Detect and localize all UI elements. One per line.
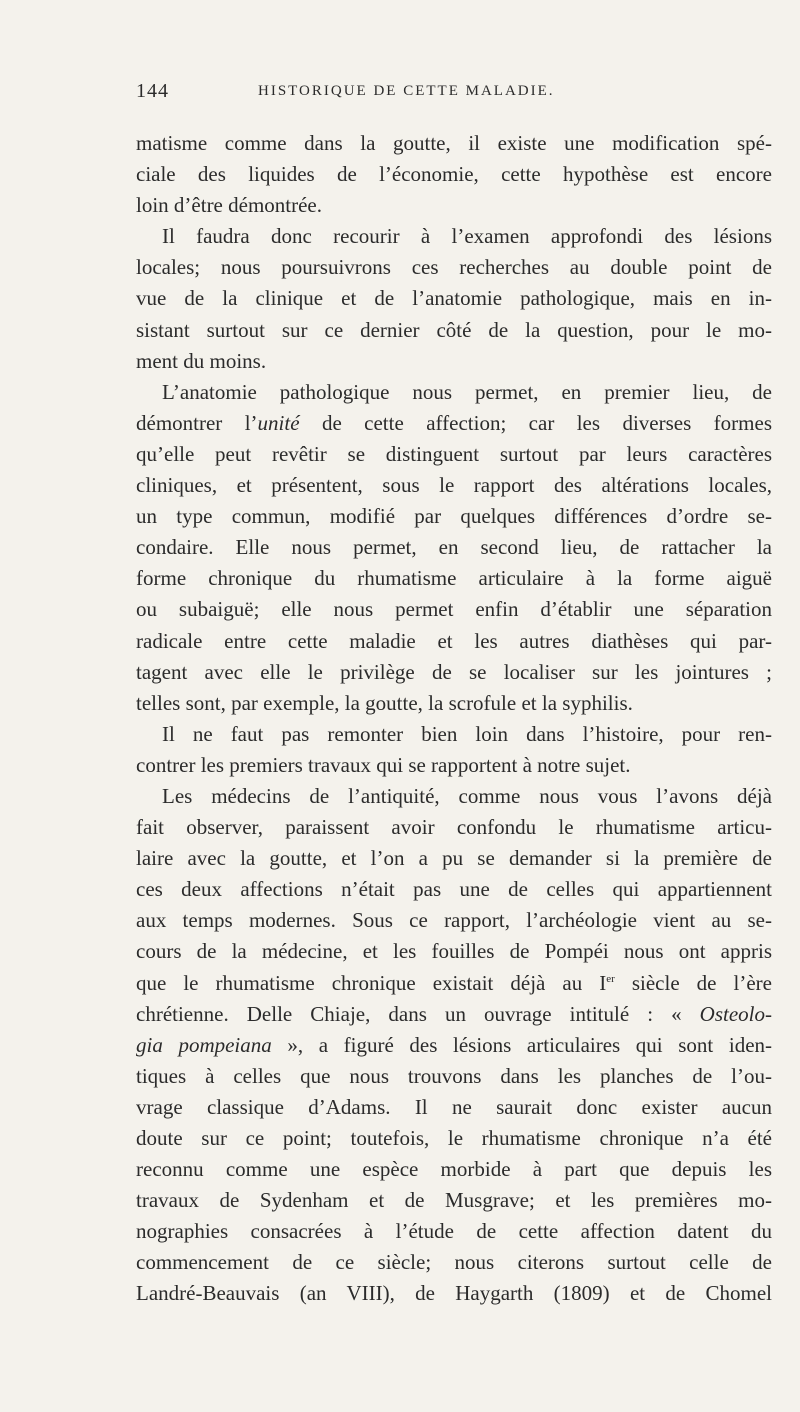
text-line [136,439,772,470]
line-text: ou subaiguë; elle nous permet enfin d’établir une séparation [136,597,772,622]
paragraph [136,128,772,221]
line-text: Les médecins de l’antiquité, comme nous vous l’avons déjà [162,783,772,808]
text-line [136,501,772,532]
text-line [136,1247,772,1278]
line-text: qu’elle peut revêtir se distinguent surtout par leurs caractères [136,441,772,466]
line-text: tiques à celles que nous trouvons dans les planches de l’ou- [136,1063,772,1088]
text-line [136,252,772,283]
line-text: ciale des liquides de l’économie, cette hypothèse est encore [136,162,772,187]
italic-text: unité [257,410,300,435]
line-text: un type commun, modifié par quelques différences d’ordre se- [136,504,772,529]
line-text: ment du moins. [136,348,267,373]
line-text: démontrer l’ [136,410,258,435]
italic-text: Osteolo- [699,1001,772,1026]
line-text: contrer les premiers travaux qui se rapportent à notre sujet. [136,752,631,777]
line-text: Il faudra donc recourir à l’examen approfondi des lésions [162,224,772,249]
text-line [136,377,772,408]
line-text: tagent avec elle le privilège de se localiser sur les jointures ; [136,659,772,684]
text-line [136,563,772,594]
line-text: vue de la clinique et de l’anatomie pathologique, mais en in- [136,286,772,311]
line-text: locales; nous poursuivrons ces recherches au double point de [136,255,772,280]
line-text: laire avec la goutte, et l’on a pu se demander si la première de [136,846,772,871]
text-line [136,532,772,563]
line-text: nographies consacrées à l’étude de cette affection datent du [136,1219,772,1244]
text-line [136,843,772,874]
line-text: sistant surtout sur ce dernier côté de la question, pour le mo- [136,317,772,342]
text-line [136,999,772,1030]
text-line [136,1061,772,1092]
text-line [136,1216,772,1247]
text-line [136,1030,772,1061]
running-title: HISTORIQUE DE CETTE MALADIE. [258,83,555,99]
text-line [136,812,772,843]
text-line [136,1185,772,1216]
line-text: telles sont, par exemple, la goutte, la scrofule et la syphilis. [136,690,633,715]
line-text: commencement de ce siècle; nous citerons surtout celle de [136,1250,772,1275]
text-line [136,190,772,221]
text-line [136,470,772,501]
text-line [136,221,772,252]
line-text: condaire. Elle nous permet, en second lieu, de rattacher la [136,535,772,560]
line-text: reconnu comme une espèce morbide à part que depuis les [136,1157,772,1182]
text-line [136,1092,772,1123]
text-line [136,657,772,688]
italic-text: gia pompeiana [136,1032,272,1057]
line-text: que le rhumatisme chronique existait déjà au I [136,970,607,995]
text-line [136,159,772,190]
paragraph [136,719,772,781]
text-line [136,688,772,719]
text-line [136,283,772,314]
text-line [136,905,772,936]
line-text: loin d’être démontrée. [136,193,323,218]
line-text: chrétienne. Delle Chiaje, dans un ouvrage intitulé : « [136,1001,700,1026]
text-line [136,346,772,377]
line-text: cliniques, et présentent, sous le rapport des altérations locales, [136,473,772,498]
text-line [136,936,772,967]
paragraph [136,221,772,376]
text-line [136,315,772,346]
text-line [136,1123,772,1154]
text-line [136,1154,772,1185]
line-text: cours de la médecine, et les fouilles de Pompéi nous ont appris [136,939,772,964]
line-text: Landré-Beauvais (an VIII), de Haygarth (1809) et de Chomel [136,1281,772,1306]
text-line [136,594,772,625]
text-line [136,626,772,657]
text-line [136,128,772,159]
line-text: », a figuré des lésions articulaires qui sont iden- [271,1032,773,1057]
line-text: vrage classique d’Adams. Il ne saurait donc exister aucun [136,1094,772,1119]
line-text: fait observer, paraissent avoir confondu le rhumatisme articu- [136,815,772,840]
paragraph [136,781,772,1310]
paragraph [136,377,772,719]
line-text: siècle de l’ère [614,970,772,995]
line-text: travaux de Sydenham et de Musgrave; et les premières mo- [136,1188,772,1213]
text-line [136,1278,772,1309]
page-header [0,80,800,120]
text-line [136,874,772,905]
line-text: Il ne faut pas remonter bien loin dans l’histoire, pour ren- [162,721,772,746]
body-text [136,128,772,1310]
line-text: forme chronique du rhumatisme articulaire à la forme aiguë [136,566,772,591]
page-number: 144 [136,80,169,102]
text-line [136,781,772,812]
line-text: radicale entre cette maladie et les autres diathèses qui par- [136,628,772,653]
line-text: L’anatomie pathologique nous permet, en premier lieu, de [162,379,772,404]
line-text: de cette affection; car les diverses formes [299,410,772,435]
line-text: aux temps modernes. Sous ce rapport, l’archéologie vient au se- [136,908,772,933]
text-line [136,408,772,439]
line-text: matisme comme dans la goutte, il existe une modification spé- [136,131,772,155]
line-text: ces deux affections n’était pas une de celles qui appartiennent [136,877,772,902]
line-text: doute sur ce point; toutefois, le rhumatisme chronique n’a été [136,1126,772,1150]
superscript: er [606,972,615,985]
text-line [136,719,772,750]
text-line [136,968,772,999]
text-line [136,750,772,781]
